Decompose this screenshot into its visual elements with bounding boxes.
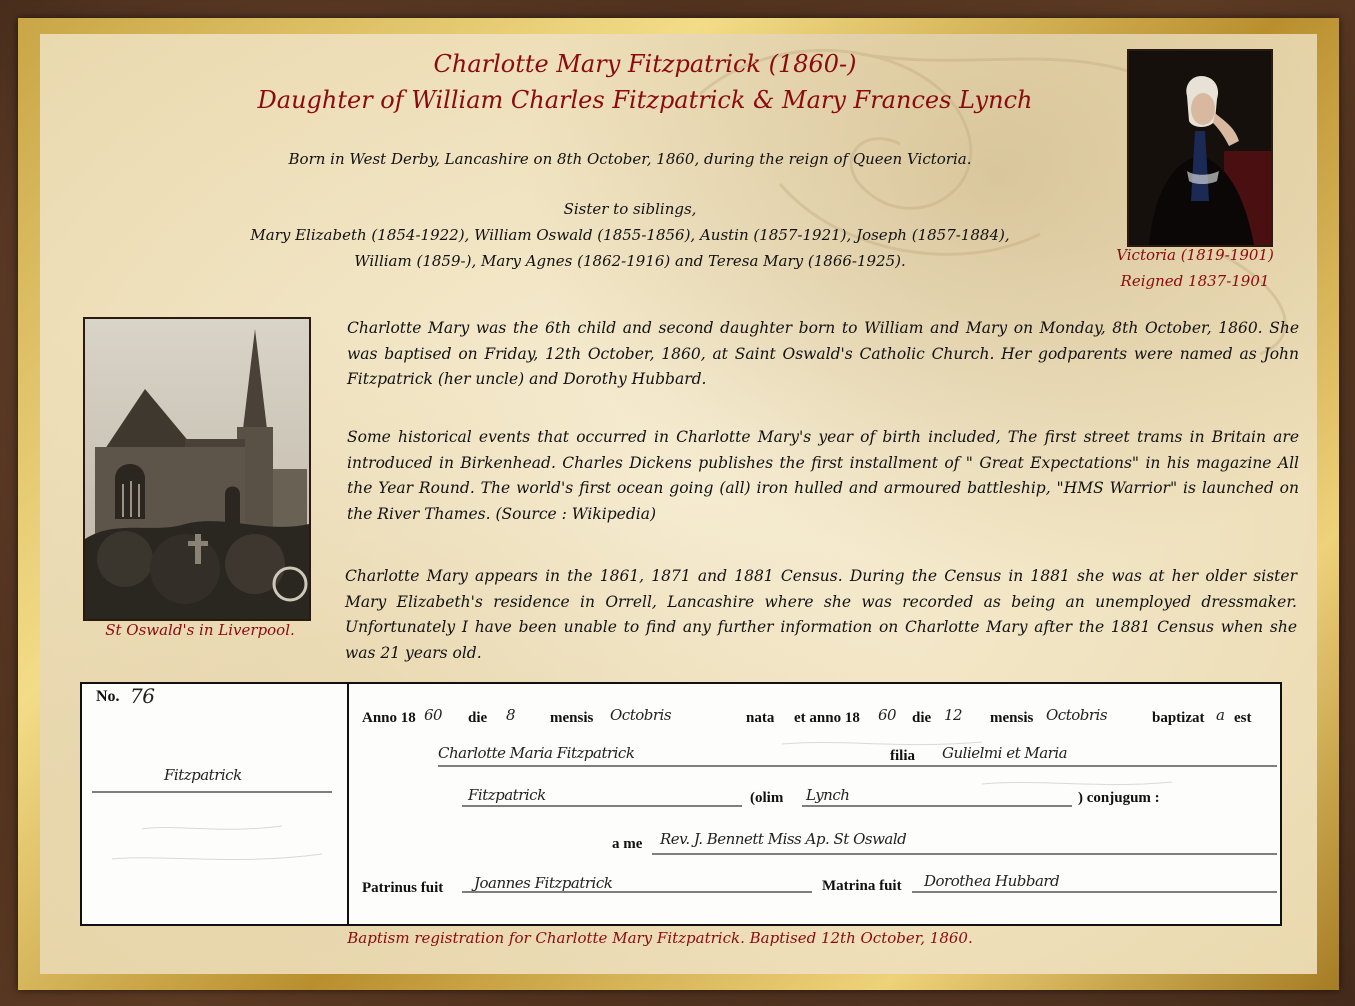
mensis2-label: mensis — [990, 710, 1034, 726]
paragraph-census: Charlotte Mary appears in the 1861, 1871 and 1881 Census. During the Census in 1881 she was at her older sister Mary Elizabeth's residence in Orrell, Lancashire where she was recorded as being an unemployed dressmaker. Unfortunately I have been unable to find any further information on Charlotte Mary after the 1881 Census when she was 21 years old. — [345, 567, 1297, 662]
register-caption: Baptism registration for Charlotte Mary Fitzpatrick. Baptised 12th October, 1860. — [347, 929, 973, 947]
parents-names: Gulielmi et Maria — [942, 744, 1068, 762]
parents-surname: Fitzpatrick — [468, 786, 546, 804]
register-number-label: No. — [96, 688, 120, 705]
page-title: Charlotte Mary Fitzpatrick (1860-) — [433, 50, 857, 78]
a-me-label: a me — [612, 836, 643, 852]
baptizat-value: a — [1216, 706, 1225, 724]
child-name: Charlotte Maria Fitzpatrick — [438, 744, 635, 762]
queen-victoria-portrait — [1127, 49, 1273, 247]
siblings-line-1: Mary Elizabeth (1854-1922), William Oswald (1855-1856), Austin (1857-1921), Joseph (1857-1884), — [250, 226, 1010, 244]
nata-label: nata — [746, 710, 775, 726]
page-subtitle: Daughter of William Charles Fitzpatrick & Mary Frances Lynch — [257, 86, 1033, 114]
matrina-label: Matrina fuit — [822, 878, 902, 894]
victoria-caption-dates: Victoria (1819-1901) — [1116, 246, 1274, 264]
est-label: est — [1234, 710, 1252, 726]
siblings-heading: Sister to siblings, — [563, 200, 697, 218]
patrinus-label: Patrinus fuit — [362, 880, 444, 896]
birth-line: Born in West Derby, Lancashire on 8th October, 1860, during the reign of Queen Victoria. — [288, 150, 972, 168]
victoria-caption-reign: Reigned 1837-1901 — [1120, 272, 1270, 290]
et-anno-value: 60 — [878, 706, 897, 724]
anno-value: 60 — [424, 706, 443, 724]
paragraph-historical-events: Some historical events that occurred in Charlotte Mary's year of birth included, The first street trams in Britain are introduced in Birkenhead. Charles Dickens publishes the first installment of " Great Expectations" in his magazine All the Year Round. The world's first ocean going (all) iron hulled and armoured battleship, "HMS Warrior" is launched on the River Thames. (Source : Wikipedia) — [347, 428, 1299, 523]
paragraph-baptism: Charlotte Mary was the 6th child and second daughter born to William and Mary on Monday, 8th October, 1860. She was baptised on Friday, 12th October, 1860, at Saint Oswald's Catholic Church. Her godparents were named as John Fitzpatrick (her uncle) and Dorothy Hubbard. — [347, 319, 1299, 388]
die2-value: 12 — [944, 706, 963, 724]
baptism-register-image — [80, 682, 1282, 926]
church-caption: St Oswald's in Liverpool. — [105, 621, 295, 639]
st-oswalds-church-photo — [83, 317, 311, 621]
anno-label: Anno 18 — [362, 710, 416, 726]
die-label: die — [468, 710, 488, 726]
mensis-value: Octobris — [610, 706, 672, 724]
patrinus-value: Joannes Fitzpatrick — [474, 874, 613, 892]
baptizat-label: baptizat — [1152, 710, 1205, 726]
et-anno-label: et anno 18 — [794, 710, 860, 726]
matrina-value: Dorothea Hubbard — [924, 872, 1060, 890]
filia-label: filia — [890, 748, 915, 764]
olim-value: Lynch — [806, 786, 850, 804]
parchment-page — [40, 34, 1317, 974]
margin-surname: Fitzpatrick — [164, 766, 242, 784]
mensis-label: mensis — [550, 710, 594, 726]
die-value: 8 — [506, 706, 516, 724]
die2-label: die — [912, 710, 932, 726]
register-number-value: 76 — [130, 684, 155, 708]
siblings-line-2: William (1859-), Mary Agnes (1862-1916) and Teresa Mary (1866-1925). — [354, 252, 906, 270]
olim-label: (olim — [750, 790, 784, 806]
priest-name: Rev. J. Bennett Miss Ap. St Oswald — [660, 830, 907, 848]
mensis2-value: Octobris — [1046, 706, 1108, 724]
conjugum-label: ) conjugum : — [1078, 790, 1160, 806]
